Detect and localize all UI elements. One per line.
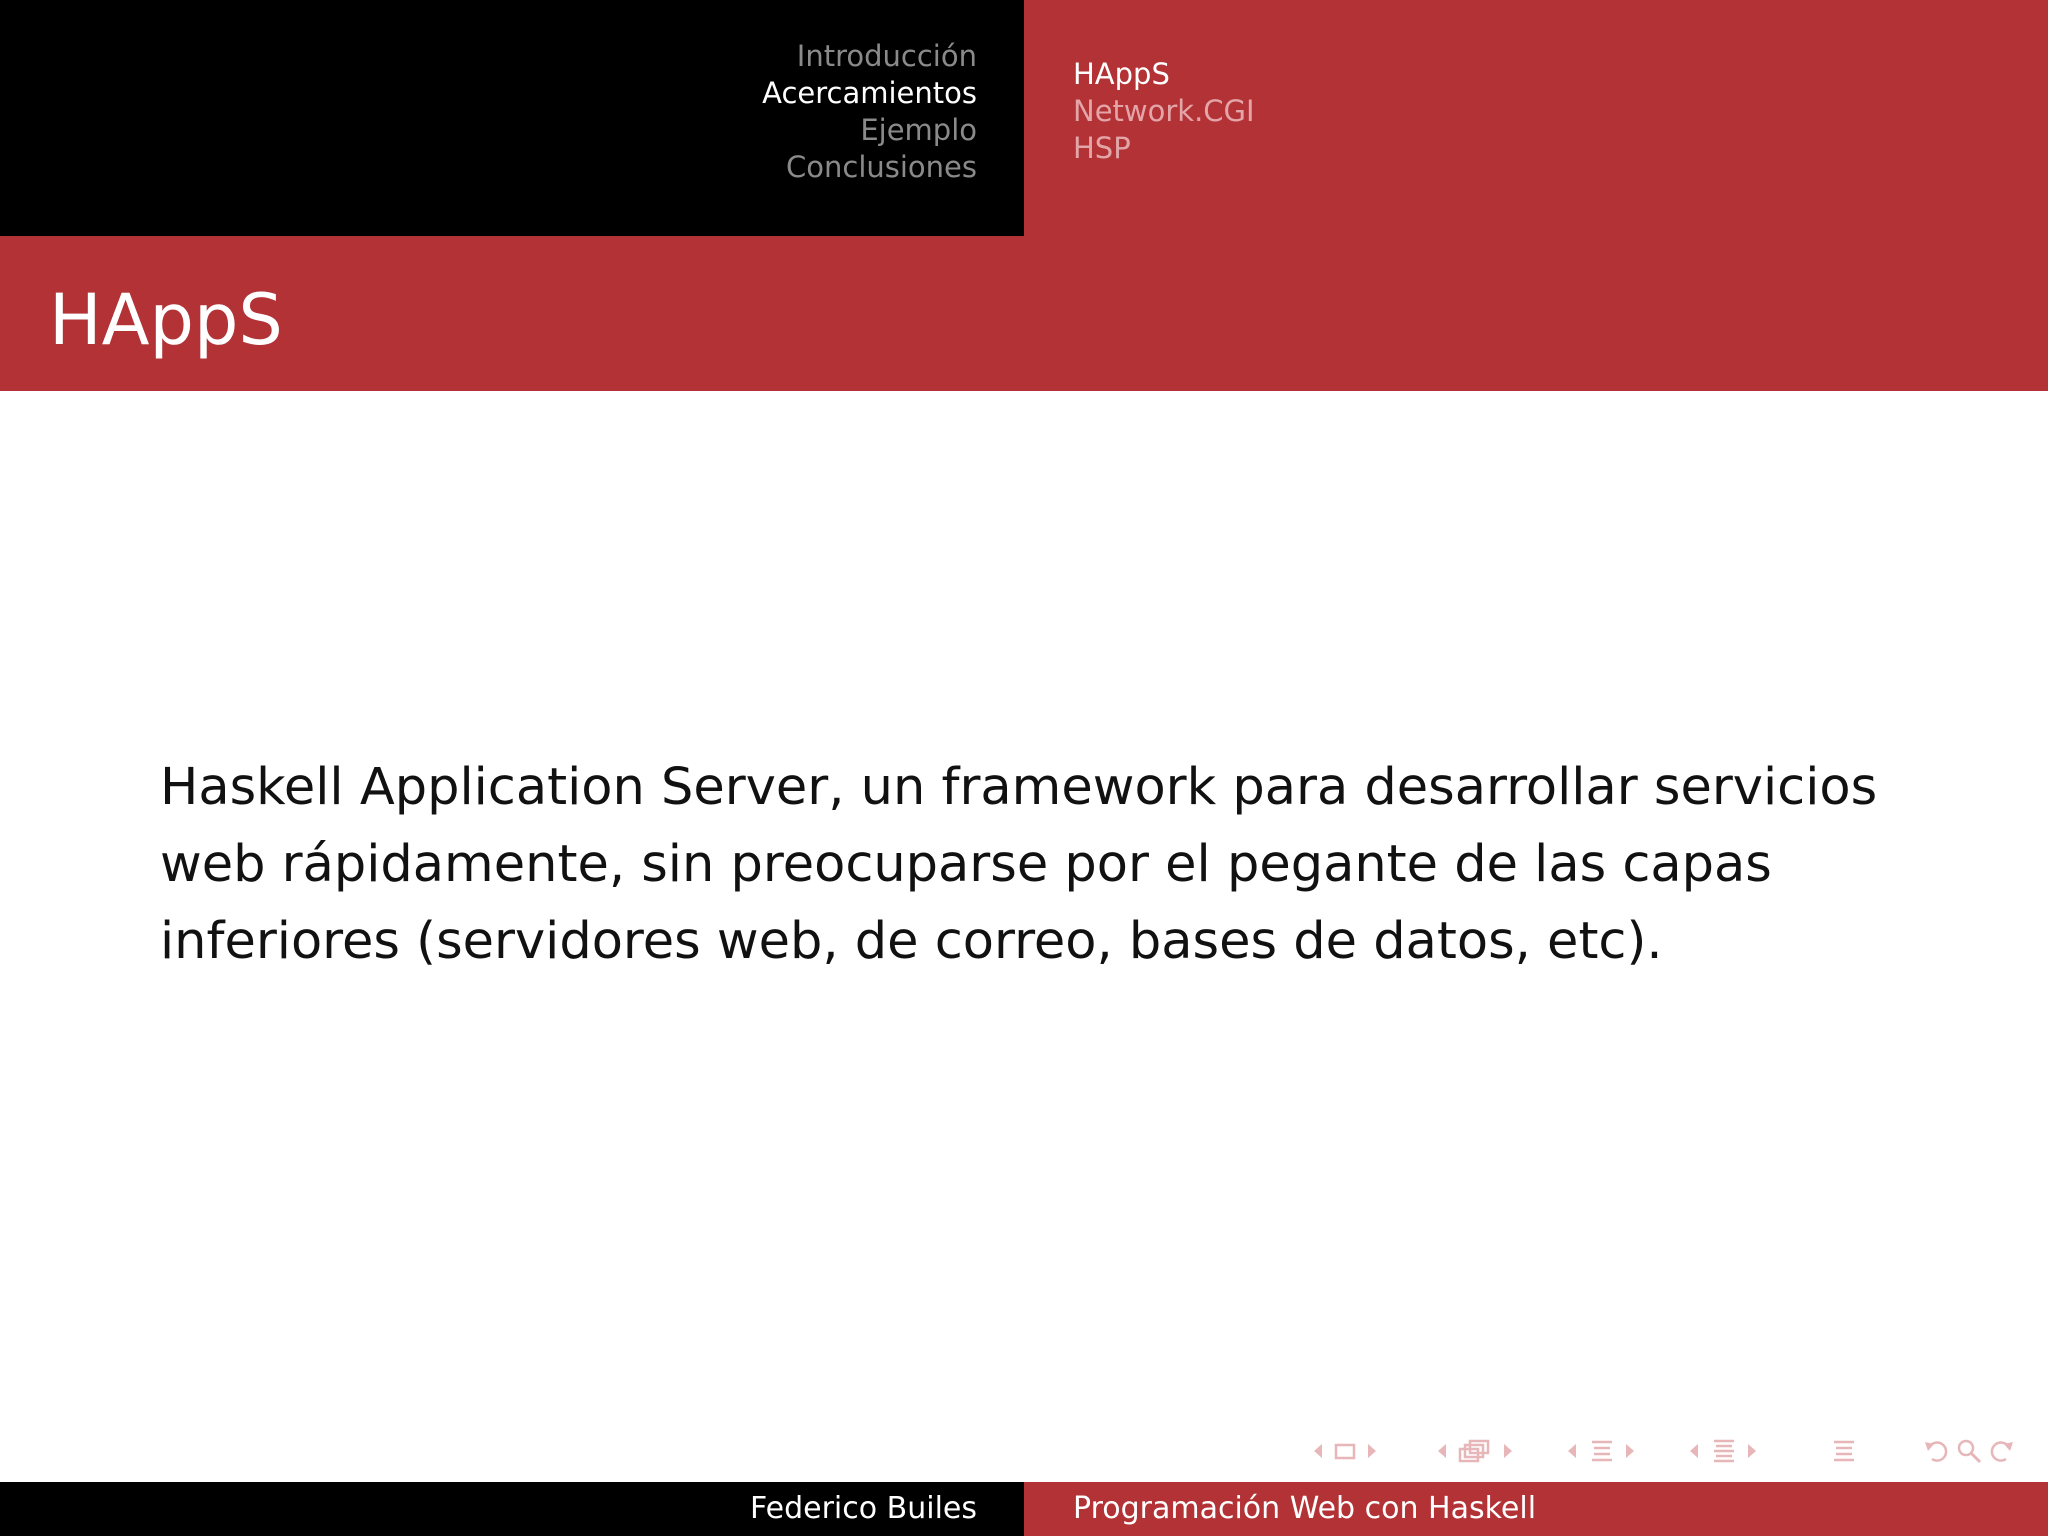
section-item-introduccion[interactable]: Introducción bbox=[796, 39, 977, 73]
header-navigation bbox=[0, 0, 2048, 236]
section-nav-panel bbox=[0, 0, 1024, 236]
footer-talk-title: Programación Web con Haskell bbox=[1073, 1491, 1537, 1526]
section-nav-icon[interactable] bbox=[1686, 1436, 1766, 1466]
frame-nav-icon[interactable] bbox=[1434, 1436, 1524, 1466]
subsection-nav-panel bbox=[1024, 0, 2048, 236]
back-icon[interactable] bbox=[1922, 1436, 1952, 1466]
frame-title-bar bbox=[0, 236, 2048, 391]
section-list bbox=[762, 38, 977, 186]
subsection-nav-icon[interactable] bbox=[1564, 1436, 1644, 1466]
body-line: web rápidamente, sin preocuparse por el pegante de las capas bbox=[160, 835, 1772, 894]
frame-title: HAppS bbox=[49, 279, 283, 361]
subsection-list bbox=[1073, 56, 1255, 167]
subsection-item-network-cgi[interactable]: Network.CGI bbox=[1073, 94, 1255, 128]
frame-body bbox=[160, 749, 1920, 980]
section-item-ejemplo[interactable]: Ejemplo bbox=[860, 113, 977, 147]
subsection-item-happs[interactable]: HAppS bbox=[1073, 57, 1170, 91]
footer-author-panel bbox=[0, 1482, 1024, 1536]
section-item-conclusiones[interactable]: Conclusiones bbox=[786, 150, 977, 184]
slide-nav-icon[interactable] bbox=[1310, 1436, 1390, 1466]
footer-author: Federico Builes bbox=[750, 1491, 977, 1526]
subsection-item-hsp[interactable]: HSP bbox=[1073, 131, 1131, 165]
section-item-acercamientos[interactable]: Acercamientos bbox=[762, 76, 977, 110]
body-line: Haskell Application Server, un framework para desarrollar servicios bbox=[160, 758, 1878, 817]
body-line: inferiores (servidores web, de correo, bases de datos, etc). bbox=[160, 912, 1663, 971]
search-icon[interactable] bbox=[1954, 1436, 1984, 1466]
document-nav-icon[interactable] bbox=[1830, 1436, 1860, 1466]
navigation-symbols bbox=[1310, 1436, 2030, 1466]
forward-icon[interactable] bbox=[1986, 1436, 2016, 1466]
footer-title-panel bbox=[1024, 1482, 2048, 1536]
